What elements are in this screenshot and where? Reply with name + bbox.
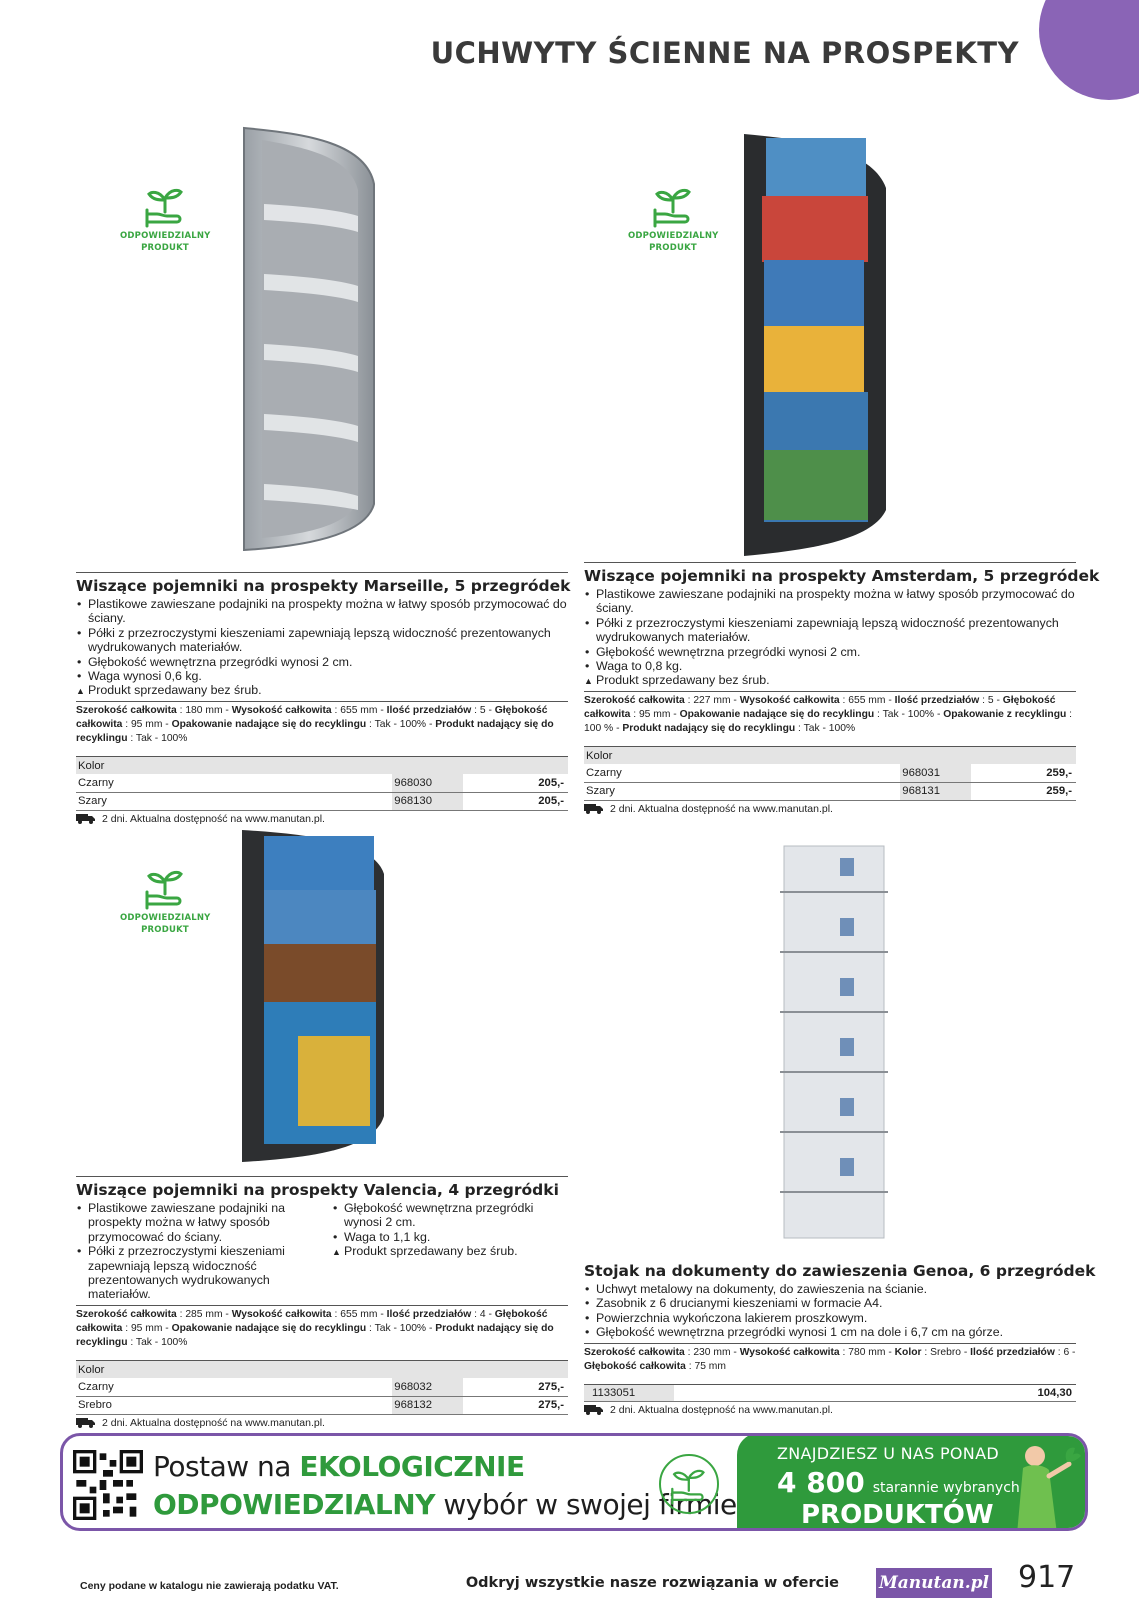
variant-code: 968131 xyxy=(900,782,970,800)
truck-icon xyxy=(584,1404,604,1415)
banner-text: wybór w swojej firmie xyxy=(434,1488,737,1521)
table-row[interactable] xyxy=(76,774,568,792)
product-name: Wiszące pojemniki na prospekty Valencia, 4 przegródki xyxy=(76,1176,568,1201)
feature-item: • Waga to 0,8 kg. xyxy=(584,659,1076,673)
spec-value: 95 mm xyxy=(130,718,163,730)
feature-item: • Plastikowe zawieszane podajniki na prospekty można w łatwy sposób przymocować do ściany. xyxy=(76,1201,328,1244)
qr-code-icon[interactable] xyxy=(73,1450,143,1520)
spec-label: Opakowanie z recyklingu xyxy=(943,708,1067,720)
spec-value: Tak - 100% xyxy=(882,708,935,720)
spec-value: 230 mm xyxy=(693,1346,731,1358)
feature-list xyxy=(76,597,568,698)
variant-price: 275,- xyxy=(463,1378,568,1396)
product-genoa xyxy=(584,1258,1096,1416)
banner-headline-2 xyxy=(153,1488,737,1521)
plant-hand-icon xyxy=(661,1458,717,1514)
feature-item: • Głębokość wewnętrzna przegródki wynosi 2 cm. xyxy=(332,1201,572,1230)
spec-value: 4 xyxy=(479,1308,486,1320)
feature-item: • Głębokość wewnętrzna przegródki wynosi 1 cm na dole i 6,7 cm na górze. xyxy=(584,1325,1076,1339)
delivery-info xyxy=(584,1404,1076,1416)
spec-value: Srebro xyxy=(930,1346,961,1358)
variant-price: 205,- xyxy=(463,792,568,810)
spec-label: Produkt nadający się do recyklingu xyxy=(76,718,554,744)
product-name: Wiszące pojemniki na prospekty Amsterdam, 5 przegródek xyxy=(584,562,1076,587)
page-number: 917 xyxy=(1018,1560,1076,1595)
feature-item: • Plastikowe zawieszane podajniki na prospekty można w łatwy sposób przymocować do ściany. xyxy=(584,587,1076,616)
eco-banner[interactable] xyxy=(60,1433,1088,1531)
feature-list xyxy=(584,1282,1076,1340)
spec-value: 5 xyxy=(479,704,486,716)
spec-value: Tak - 100% xyxy=(803,722,856,734)
table-row[interactable] xyxy=(76,1378,568,1396)
spec-label: Głębokość całkowita xyxy=(76,704,548,730)
eco-badge-line1: ODPOWIEDZIALNY xyxy=(120,913,211,923)
spec-value: 285 mm xyxy=(185,1308,223,1320)
spec-line: Szerokość całkowita : 230 mm - Wysokość całkowita : 780 mm - Kolor : Srebro - Ilość przedziałów : 6 - Głębokość całkowita : 75 mm xyxy=(584,1343,1076,1374)
delivery-text: 2 dni. Aktualna dostępność na www.manutan.pl. xyxy=(102,1416,325,1429)
variant-table xyxy=(76,1360,568,1415)
valencia-product-image xyxy=(238,826,388,1166)
feature-item: • Głębokość wewnętrzna przegródki wynosi 2 cm. xyxy=(584,645,1076,659)
feature-item: • Półki z przezroczystymi kieszeniami zapewniają lepszą widoczność prezentowanych wydrukowanych materiałów. xyxy=(584,616,1076,645)
feature-list xyxy=(584,587,1076,688)
spec-value: Tak - 100% xyxy=(135,1336,188,1348)
eco-badge xyxy=(120,186,210,254)
spec-label: Głębokość całkowita xyxy=(584,1360,686,1372)
truck-icon xyxy=(584,803,604,814)
spec-label: Opakowanie nadające się do recyklingu xyxy=(171,1322,367,1334)
spec-label: Ilość przedziałów xyxy=(386,704,472,716)
product-name: Wiszące pojemniki na prospekty Marseille, 5 przegródek xyxy=(76,572,568,597)
spec-value: 95 mm xyxy=(130,1322,163,1334)
warning-note: ▲ Produkt sprzedawany bez śrub. xyxy=(584,673,1076,687)
feature-item: • Półki z przezroczystymi kieszeniami zapewniają lepszą widoczność prezentowanych wydrukowanych materiałów. xyxy=(76,626,568,655)
spec-label: Szerokość całkowita xyxy=(584,1346,685,1358)
spec-value: 100 % xyxy=(584,722,614,734)
banner-offer-line1: ZNAJDZIESZ U NAS PONAD xyxy=(777,1444,999,1463)
spec-label: Ilość przedziałów xyxy=(386,1308,472,1320)
spec-label: Kolor xyxy=(894,1346,922,1358)
spec-value: 6 xyxy=(1063,1346,1070,1358)
table-header: Kolor xyxy=(584,746,1076,764)
spec-value: 227 mm xyxy=(693,694,731,706)
spec-label: Szerokość całkowita xyxy=(584,694,685,706)
variant-code: 968132 xyxy=(392,1396,462,1414)
feature-item: • Powierzchnia wykończona lakierem proszkowym. xyxy=(584,1311,1076,1325)
vat-note: Ceny podane w katalogu nie zawierają podatku VAT. xyxy=(80,1580,339,1592)
delivery-text: 2 dni. Aktualna dostępność na www.manutan.pl. xyxy=(610,802,833,815)
marseille-product-image xyxy=(240,124,380,554)
variant-color: Czarny xyxy=(584,764,900,782)
variant-color: Czarny xyxy=(76,1378,392,1396)
table-row[interactable] xyxy=(584,764,1076,782)
feature-item: • Waga to 1,1 kg. xyxy=(332,1230,572,1244)
variant-color: Szary xyxy=(584,782,900,800)
spec-value: Tak - 100% xyxy=(135,732,188,744)
spec-label: Wysokość całkowita xyxy=(739,1346,840,1358)
feature-column-left xyxy=(76,1201,328,1302)
page-title: UCHWYTY ŚCIENNE NA PROSPEKTY xyxy=(430,36,1019,70)
delivery-text: 2 dni. Aktualna dostępność na www.manutan.pl. xyxy=(102,812,325,825)
warning-note: ▲ Produkt sprzedawany bez śrub. xyxy=(76,683,568,697)
banner-offer-line3: PRODUKTÓW xyxy=(801,1500,994,1530)
variant-code: 968032 xyxy=(392,1378,462,1396)
plant-hand-icon xyxy=(651,186,695,228)
section-tab xyxy=(1039,0,1139,100)
variant-price: 104,30 xyxy=(1037,1386,1072,1399)
variant-code: 968031 xyxy=(900,764,970,782)
table-row[interactable] xyxy=(584,782,1076,800)
spec-label: Wysokość całkowita xyxy=(739,694,840,706)
spec-label: Opakowanie nadające się do recyklingu xyxy=(171,718,367,730)
table-header: Kolor xyxy=(76,756,568,774)
spec-value: 655 mm xyxy=(848,694,886,706)
spec-label: Szerokość całkowita xyxy=(76,1308,177,1320)
spec-label: Ilość przedziałów xyxy=(970,1346,1055,1358)
table-header: Kolor xyxy=(76,1360,568,1378)
delivery-info xyxy=(76,1417,568,1429)
footer-cta: Odkryj wszystkie nasze rozwiązania w ofercie xyxy=(465,1575,839,1591)
spec-value: Tak - 100% xyxy=(374,1322,427,1334)
table-row[interactable] xyxy=(76,792,568,810)
variant-code: 968030 xyxy=(392,774,462,792)
feature-item: • Plastikowe zawieszane podajniki na prospekty można w łatwy sposób przymocować do ściany. xyxy=(76,597,568,626)
table-row[interactable] xyxy=(76,1396,568,1414)
banner-highlight: EKOLOGICZNIE xyxy=(299,1450,525,1483)
warning-note: ▲ Produkt sprzedawany bez śrub. xyxy=(332,1244,572,1258)
product-amsterdam xyxy=(584,562,1100,815)
variant-color: Srebro xyxy=(76,1396,392,1414)
eco-badge-line1: ODPOWIEDZIALNY xyxy=(120,231,211,241)
product-valencia xyxy=(76,1176,568,1429)
spec-value: 780 mm xyxy=(848,1346,886,1358)
truck-icon xyxy=(76,1417,96,1428)
spec-value: 655 mm xyxy=(340,1308,378,1320)
feature-column-right xyxy=(332,1201,572,1302)
feature-item: • Zasobnik z 6 drucianymi kieszeniami w formacie A4. xyxy=(584,1296,1076,1310)
banner-highlight: ODPOWIEDZIALNY xyxy=(153,1488,435,1521)
feature-item: • Głębokość wewnętrzna przegródki wynosi 2 cm. xyxy=(76,655,568,669)
spec-label: Głębokość całkowita xyxy=(584,694,1056,720)
eco-badge xyxy=(628,186,718,254)
amsterdam-product-image xyxy=(740,130,890,560)
spec-label: Wysokość całkowita xyxy=(231,1308,332,1320)
variant-color: Szary xyxy=(76,792,392,810)
variant-price: 259,- xyxy=(971,782,1076,800)
product-name: Stojak na dokumenty do zawieszenia Genoa, 6 przegródek xyxy=(584,1262,1096,1280)
banner-text: Postaw na xyxy=(153,1450,300,1483)
spec-label: Szerokość całkowita xyxy=(76,704,177,716)
variant-price: 275,- xyxy=(463,1396,568,1414)
spec-line: Szerokość całkowita : 180 mm - Wysokość całkowita : 655 mm - Ilość przedziałów : 5 - Głębokość całkowita : 95 mm - Opakowanie nadające się do recyklingu : Tak - 100% - Produkt nadający się do recyklingu : Tak - 100% xyxy=(76,701,568,746)
spec-label: Wysokość całkowita xyxy=(231,704,332,716)
variant-color: Czarny xyxy=(76,774,392,792)
spec-value: 5 xyxy=(987,694,994,706)
feature-item: • Półki z przezroczystymi kieszeniami zapewniają lepszą widoczność prezentowanych wydrukowanych materiałów. xyxy=(76,1244,328,1302)
eco-circle xyxy=(659,1454,719,1514)
spec-label: Ilość przedziałów xyxy=(894,694,980,706)
eco-badge xyxy=(120,868,210,936)
spec-value: 75 mm xyxy=(694,1360,726,1372)
product-marseille xyxy=(76,572,571,825)
feature-item: • Waga wynosi 0,6 kg. xyxy=(76,669,568,683)
spec-label: Produkt nadający się do recyklingu xyxy=(622,722,796,734)
spec-label: Głębokość całkowita xyxy=(76,1308,548,1334)
plant-hand-icon xyxy=(143,868,187,910)
feature-list xyxy=(76,1201,568,1302)
eco-badge-line1: ODPOWIEDZIALNY xyxy=(628,231,719,241)
eco-badge-line2: PRODUKT xyxy=(649,243,697,253)
delivery-info xyxy=(76,813,568,825)
manutan-logo[interactable]: Manutan.pl xyxy=(876,1568,992,1598)
person-with-plant-icon xyxy=(973,1436,1083,1531)
spec-label: Opakowanie nadające się do recyklingu xyxy=(679,708,875,720)
banner-product-count: 4 800 xyxy=(777,1466,865,1499)
plant-hand-icon xyxy=(143,186,187,228)
spec-value: 655 mm xyxy=(340,704,378,716)
spec-value: 95 mm xyxy=(638,708,671,720)
banner-headline-1 xyxy=(153,1450,525,1483)
delivery-text: 2 dni. Aktualna dostępność na www.manutan.pl. xyxy=(610,1403,833,1416)
spec-label: Produkt nadający się do recyklingu xyxy=(76,1322,554,1348)
truck-icon xyxy=(76,813,96,824)
variant-code: 968130 xyxy=(392,792,462,810)
spec-value: Tak - 100% xyxy=(374,718,427,730)
variant-table xyxy=(76,756,568,811)
banner-offer-small: starannie wybranych xyxy=(872,1480,1020,1496)
spec-line: Szerokość całkowita : 285 mm - Wysokość całkowita : 655 mm - Ilość przedziałów : 4 - Głębokość całkowita : 95 mm - Opakowanie nadające się do recyklingu : Tak - 100% - Produkt nadający się do recyklingu : Tak - 100% xyxy=(76,1305,568,1350)
eco-badge-line2: PRODUKT xyxy=(141,925,189,935)
delivery-info xyxy=(584,803,1076,815)
variant-code: 1133051 xyxy=(584,1385,674,1401)
table-row[interactable] xyxy=(584,1384,1076,1402)
eco-badge-line2: PRODUKT xyxy=(141,243,189,253)
variant-price: 205,- xyxy=(463,774,568,792)
variant-price: 259,- xyxy=(971,764,1076,782)
genoa-product-image xyxy=(780,842,888,1242)
spec-line: Szerokość całkowita : 227 mm - Wysokość całkowita : 655 mm - Ilość przedziałów : 5 - Głębokość całkowita : 95 mm - Opakowanie nadające się do recyklingu : Tak - 100% - Opakowanie z recyklingu : 100 % - Produkt nadający się do recyklingu : Tak - 100% xyxy=(584,691,1076,736)
feature-item: • Uchwyt metalowy na dokumenty, do zawieszenia na ścianie. xyxy=(584,1282,1076,1296)
spec-value: 180 mm xyxy=(185,704,223,716)
variant-table xyxy=(584,746,1076,801)
